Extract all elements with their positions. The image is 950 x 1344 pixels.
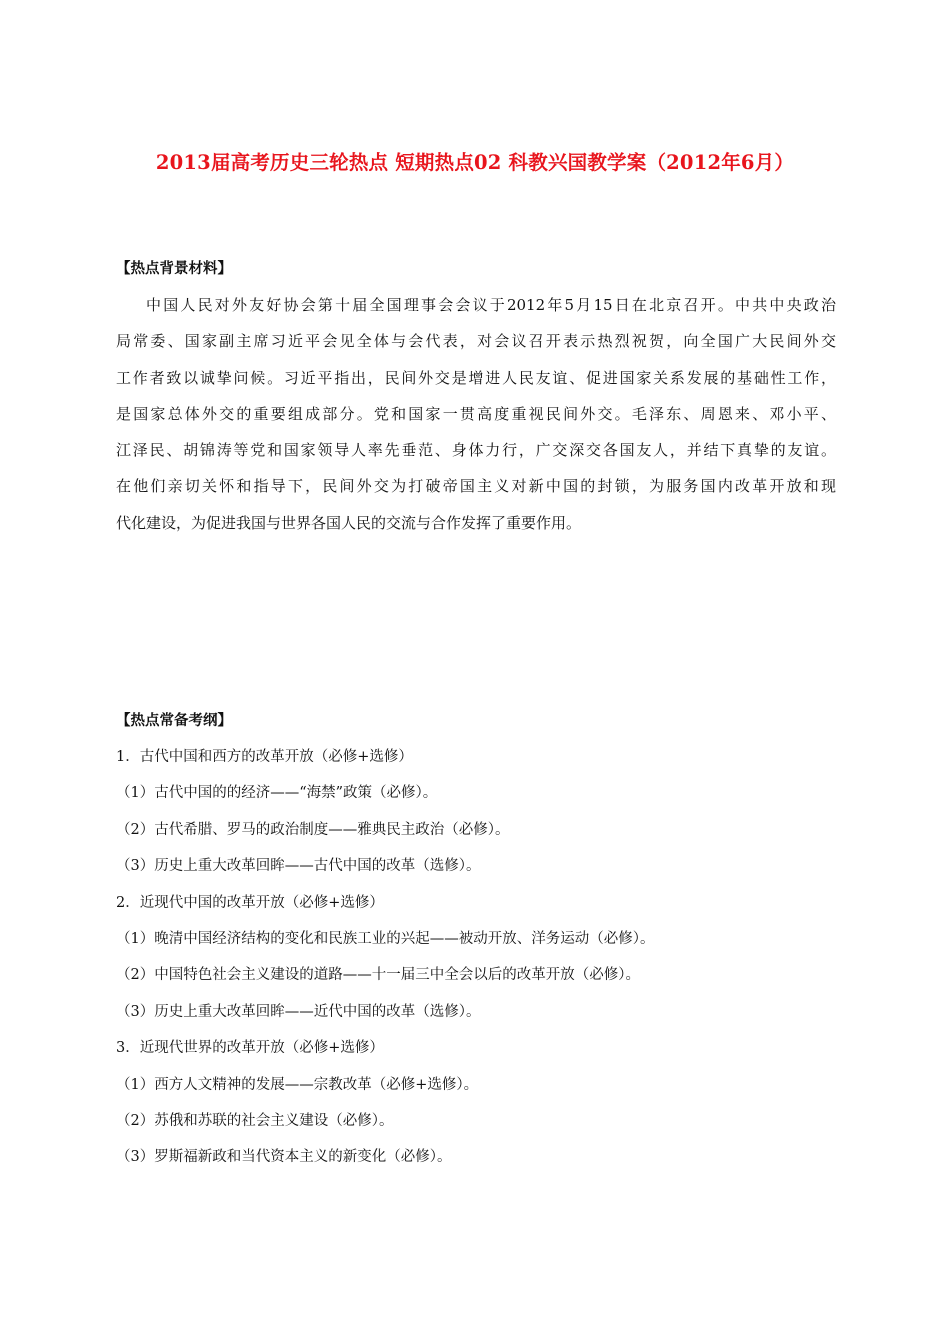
paragraph-line: 是国家总体外交的重要组成部分。党和国家一贯高度重视民间外交。毛泽东、周恩来、邓小平、 — [116, 404, 836, 423]
paragraph-line: 江泽民、胡锦涛等党和国家领导人率先垂范、身体力行，广交深交各国友人，并结下真挚的友谊。 — [116, 441, 836, 460]
outline-item: （2）中国特色社会主义建设的道路——十一届三中全会以后的改革开放（必修）。 — [116, 967, 640, 984]
paragraph-line: 局常委、国家副主席习近平会见全体与会代表，对会议召开表示热烈祝贺，向全国广大民间外交 — [116, 332, 836, 351]
outline-item: （3）历史上重大改革回眸——古代中国的改革（选修）。 — [116, 858, 481, 875]
outline-topic: 3．近现代世界的改革开放（必修+选修） — [116, 1040, 384, 1057]
paragraph-line: 代化建设，为促进我国与世界各国人民的交流与合作发挥了重要作用。 — [116, 513, 582, 532]
document-title: 2013届高考历史三轮热点 短期热点02 科教兴国教学案（2012年6月） — [155, 151, 795, 174]
outline-topic: 1．古代中国和西方的改革开放（必修+选修） — [116, 749, 413, 765]
outline-item: （1）西方人文精神的发展——宗教改革（必修+选修）。 — [116, 1076, 479, 1093]
outline-item: （3）罗斯福新政和当代资本主义的新变化（必修）。 — [116, 1149, 452, 1166]
paragraph-line: 工作者致以诚挚问候。习近平指出，民间外交是增进人民友谊、促进国家关系发展的基础性工作， — [116, 368, 836, 387]
paragraph-line: 中国人民对外友好协会第十届全国理事会会议于2012年5月15日在北京召开。中共中央政治 — [146, 296, 836, 314]
background-paragraph — [116, 287, 836, 541]
background-heading: 【热点背景材料】 — [116, 260, 232, 277]
outline-topic: 2．近现代中国的改革开放（必修+选修） — [116, 894, 384, 911]
outline-item: （1）晚清中国经济结构的变化和民族工业的兴起——被动开放、洋务运动（必修）。 — [116, 931, 655, 948]
outline-heading: 【热点常备考纲】 — [116, 712, 232, 729]
outline-item: （2）苏俄和苏联的社会主义建设（必修）。 — [116, 1113, 394, 1130]
outline-list — [116, 739, 836, 1176]
outline-item: （3）历史上重大改革回眸——近代中国的改革（选修）。 — [116, 1003, 481, 1020]
outline-item: （1）古代中国的的经济——“海禁”政策（必修）。 — [116, 785, 438, 802]
outline-item: （2）古代希腊、罗马的政治制度——雅典民主政治（必修）。 — [116, 821, 510, 838]
paragraph-line: 在他们亲切关怀和指导下，民间外交为打破帝国主义对新中国的封锁，为服务国内改革开放和现 — [116, 477, 836, 496]
